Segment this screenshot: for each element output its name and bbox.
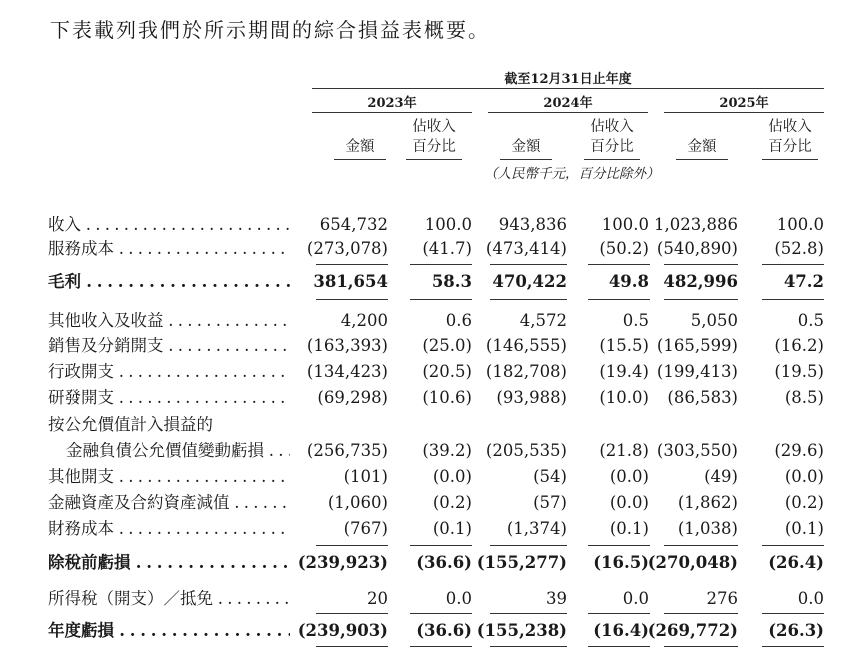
- gp-rule-2024-pct: [588, 299, 650, 300]
- row-loss-before-tax: [0, 551, 844, 575]
- value-2025-pct: (0.2): [784, 493, 824, 512]
- value-2025-amount: (270,048): [647, 553, 738, 572]
- value-2023-pct: (36.6): [416, 621, 472, 640]
- pct-header-2025-line2: 百分比: [768, 139, 812, 155]
- lbt-top-rule-2025-amount: [664, 545, 738, 546]
- row-admin-expenses: [0, 360, 844, 384]
- value-2023-pct: 100.0: [424, 215, 472, 234]
- row-label: 所得稅（開支）／抵免 . . .: [48, 587, 290, 611]
- final-rule-2023-pct: [410, 646, 472, 647]
- subtotal-rule-2024-pct: [588, 264, 650, 265]
- value-2024-pct: (15.5): [599, 336, 649, 355]
- loss-top-rule-2025-pct: [762, 613, 824, 614]
- subtotal-rule-2023-pct: [410, 264, 472, 265]
- pct-rule-2025: [762, 159, 818, 160]
- lbt-top-rule-2024-amount: [490, 545, 567, 546]
- amount-rule-2025: [676, 159, 728, 160]
- pct-header-2023-line1: 佔收入: [412, 119, 456, 135]
- value-2023-pct: (20.5): [422, 362, 472, 381]
- value-2023-amount: (163,393): [306, 336, 388, 355]
- row-finance-costs: [0, 517, 844, 541]
- value-2023-amount: 381,654: [313, 272, 388, 291]
- value-2023-amount: 20: [367, 589, 388, 608]
- value-2025-amount: 276: [706, 589, 738, 608]
- value-2025-amount: (49): [704, 467, 738, 486]
- value-2023-amount: (767): [343, 519, 388, 538]
- row-other-expenses: [0, 465, 844, 489]
- value-2025-pct: (8.5): [784, 388, 824, 407]
- value-2024-pct: (16.5): [593, 553, 649, 572]
- subtotal-rule-2024-amount: [490, 264, 567, 265]
- value-2023-pct: 0.6: [445, 311, 472, 330]
- loss-top-rule-2023-pct: [410, 613, 472, 614]
- value-2025-pct: (19.5): [774, 362, 824, 381]
- final-rule-2024-pct: [588, 646, 650, 647]
- value-2024-pct: (0.0): [609, 467, 649, 486]
- row-rd-expenses: [0, 386, 844, 410]
- value-2024-amount: (182,708): [485, 362, 567, 381]
- value-2025-pct: 47.2: [783, 272, 824, 291]
- period-rule: [312, 88, 824, 89]
- row-label: 按公允價值計入損益的: [48, 415, 213, 434]
- value-2024-pct: 49.8: [608, 272, 649, 291]
- value-2024-pct: (16.4): [593, 621, 649, 640]
- pct-header-2024-line1: 佔收入: [590, 119, 634, 135]
- value-2024-amount: (155,238): [476, 621, 567, 640]
- final-rule-2025-amount: [664, 646, 738, 647]
- value-2023-amount: (239,903): [297, 621, 388, 640]
- value-2025-pct: (0.0): [784, 467, 824, 486]
- pct-rule-2024: [584, 159, 640, 160]
- row-loss-for-year: [0, 619, 844, 643]
- value-2025-amount: (303,550): [656, 441, 738, 460]
- value-2023-amount: 4,200: [340, 311, 388, 330]
- loss-top-rule-2024-pct: [588, 613, 650, 614]
- row-label: 毛利 . . .: [48, 270, 290, 294]
- value-2023-pct: (0.0): [432, 467, 472, 486]
- value-2023-pct: 58.3: [431, 272, 472, 291]
- value-2023-amount: (69,298): [317, 388, 388, 407]
- row-label: 除稅前虧損 . . .: [48, 551, 290, 575]
- row-label: 年度虧損 . . .: [48, 619, 290, 643]
- value-2023-amount: (134,423): [306, 362, 388, 381]
- value-2024-amount: 39: [546, 589, 567, 608]
- pct-rule-2023: [406, 159, 462, 160]
- subtotal-rule-2025-pct: [762, 264, 824, 265]
- value-2024-pct: (50.2): [599, 239, 649, 258]
- value-2025-pct: (29.6): [774, 441, 824, 460]
- year-2024-rule: [488, 112, 648, 113]
- row-label: 銷售及分銷開支 . . .: [48, 334, 290, 358]
- gp-rule-2024-amount: [490, 299, 567, 300]
- value-2025-amount: (165,599): [656, 336, 738, 355]
- subtotal-rule-2025-amount: [664, 264, 738, 265]
- gp-rule-2025-pct: [762, 299, 824, 300]
- row-label: 其他開支 . . .: [48, 465, 290, 489]
- value-2025-amount: (1,038): [677, 519, 738, 538]
- row-gross-profit: [0, 270, 844, 294]
- value-2023-pct: (36.6): [416, 553, 472, 572]
- row-other-income: [0, 309, 844, 333]
- unit-note: （人民幣千元，百分比除外）: [484, 166, 660, 182]
- row-label: 服務成本 . . .: [48, 237, 290, 261]
- value-2023-pct: (41.7): [422, 239, 472, 258]
- lbt-top-rule-2023-amount: [316, 545, 388, 546]
- row-label: 收入 . . .: [48, 213, 290, 237]
- pct-header-2024-line2: 百分比: [590, 139, 634, 155]
- value-2024-pct: 100.0: [601, 215, 649, 234]
- value-2024-pct: 0.0: [622, 589, 649, 608]
- value-2024-pct: (10.0): [599, 388, 649, 407]
- value-2024-amount: 943,836: [498, 215, 567, 234]
- year-2025-header: 2025年: [719, 96, 769, 111]
- gp-rule-2023-amount: [316, 299, 388, 300]
- amount-rule-2023: [334, 159, 386, 160]
- row-fvtpl-loss: [0, 439, 844, 463]
- amount-header-2025: 金額: [687, 139, 717, 155]
- year-2023-header: 2023年: [367, 96, 417, 111]
- value-2025-amount: (86,583): [667, 388, 738, 407]
- value-2025-amount: (269,772): [647, 621, 738, 640]
- value-2024-pct: 0.5: [622, 311, 649, 330]
- value-2024-amount: (155,277): [476, 553, 567, 572]
- value-2024-amount: (146,555): [485, 336, 567, 355]
- value-2024-pct: (0.0): [609, 493, 649, 512]
- value-2025-pct: (26.4): [768, 553, 824, 572]
- gp-rule-2023-pct: [410, 299, 472, 300]
- value-2024-amount: (1,374): [506, 519, 567, 538]
- value-2024-amount: 4,572: [519, 311, 567, 330]
- lbt-top-rule-2025-pct: [762, 545, 824, 546]
- value-2023-amount: (101): [343, 467, 388, 486]
- final-rule-2024-amount: [490, 646, 567, 647]
- row-label: 財務成本 . . .: [48, 517, 290, 541]
- value-2025-pct: (26.3): [768, 621, 824, 640]
- value-2025-amount: 482,996: [663, 272, 738, 291]
- gp-rule-2025-amount: [664, 299, 738, 300]
- value-2025-pct: (16.2): [774, 336, 824, 355]
- row-impairment: [0, 491, 844, 515]
- loss-top-rule-2024-amount: [490, 613, 567, 614]
- value-2024-amount: (205,535): [485, 441, 567, 460]
- value-2023-pct: (0.1): [432, 519, 472, 538]
- amount-rule-2024: [500, 159, 552, 160]
- value-2025-pct: 100.0: [776, 215, 824, 234]
- value-2023-amount: 654,732: [319, 215, 388, 234]
- lbt-top-rule-2024-pct: [588, 545, 650, 546]
- year-2024-header: 2024年: [543, 96, 593, 111]
- lbt-top-rule-2023-pct: [410, 545, 472, 546]
- row-cost-of-services: [0, 237, 844, 261]
- row-fvtpl-heading: [0, 413, 844, 437]
- value-2024-amount: (93,988): [496, 388, 567, 407]
- loss-top-rule-2025-amount: [664, 613, 738, 614]
- row-selling-expenses: [0, 334, 844, 358]
- intro-sentence: 下表載列我們於所示期間的綜合損益表概要。: [50, 18, 490, 42]
- value-2024-amount: (57): [533, 493, 567, 512]
- subtotal-rule-2023-amount: [316, 264, 388, 265]
- value-2024-amount: 470,422: [492, 272, 567, 291]
- value-2024-pct: (0.1): [609, 519, 649, 538]
- amount-header-2023: 金額: [345, 139, 375, 155]
- row-label: 金融資產及合約資產減值 . . .: [48, 491, 290, 515]
- value-2023-pct: 0.0: [445, 589, 472, 608]
- value-2024-amount: (54): [533, 467, 567, 486]
- row-label: 行政開支 . . .: [48, 360, 290, 384]
- year-2025-rule: [664, 112, 824, 113]
- value-2023-amount: (273,078): [306, 239, 388, 258]
- value-2024-pct: (19.4): [599, 362, 649, 381]
- row-revenue: [0, 213, 844, 237]
- value-2025-amount: (199,413): [656, 362, 738, 381]
- row-label: 金融負債公允價值變動虧損 . . .: [66, 439, 290, 463]
- pct-header-2025-line1: 佔收入: [768, 119, 812, 135]
- value-2025-amount: 5,050: [690, 311, 738, 330]
- value-2023-amount: (256,735): [306, 441, 388, 460]
- value-2024-pct: (21.8): [599, 441, 649, 460]
- value-2023-amount: (1,060): [327, 493, 388, 512]
- value-2025-amount: 1,023,886: [654, 215, 738, 234]
- value-2023-pct: (39.2): [422, 441, 472, 460]
- loss-top-rule-2023-amount: [316, 613, 388, 614]
- final-rule-2023-amount: [316, 646, 388, 647]
- value-2024-amount: (473,414): [485, 239, 567, 258]
- final-rule-2025-pct: [762, 646, 824, 647]
- value-2025-pct: (0.1): [784, 519, 824, 538]
- row-label: 其他收入及收益 . . .: [48, 309, 290, 333]
- value-2025-pct: 0.5: [797, 311, 824, 330]
- amount-header-2024: 金額: [511, 139, 541, 155]
- value-2023-pct: (25.0): [422, 336, 472, 355]
- value-2023-pct: (10.6): [422, 388, 472, 407]
- row-income-tax: [0, 587, 844, 611]
- value-2025-pct: (52.8): [774, 239, 824, 258]
- value-2023-amount: (239,923): [297, 553, 388, 572]
- period-header: 截至12月31日止年度: [504, 72, 632, 87]
- value-2023-pct: (0.2): [432, 493, 472, 512]
- year-2023-rule: [312, 112, 472, 113]
- value-2025-amount: (1,862): [677, 493, 738, 512]
- value-2025-amount: (540,890): [656, 239, 738, 258]
- value-2025-pct: 0.0: [797, 589, 824, 608]
- pct-header-2023-line2: 百分比: [412, 139, 456, 155]
- row-label: 研發開支 . . .: [48, 386, 290, 410]
